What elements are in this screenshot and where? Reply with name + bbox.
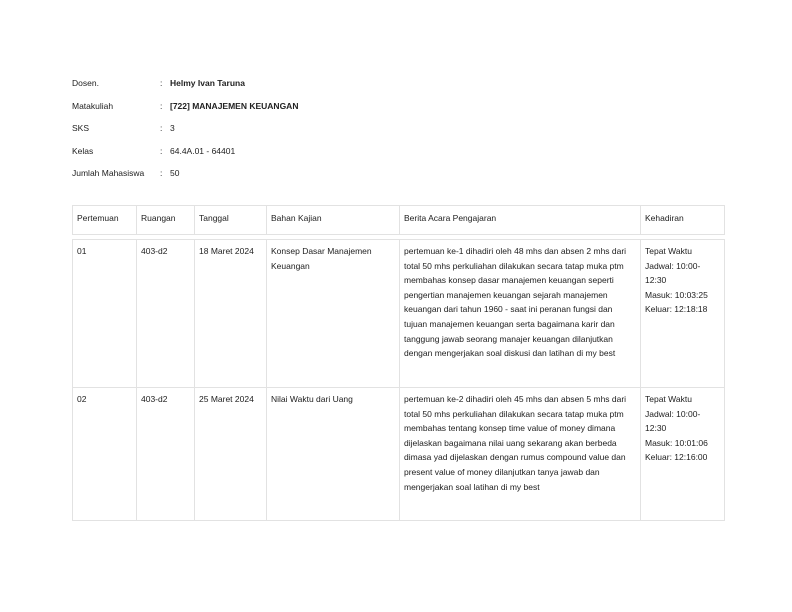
cell-pertemuan: 02 xyxy=(73,388,137,521)
attendance-status: Tepat Waktu xyxy=(645,394,692,404)
cell-tanggal: 25 Maret 2024 xyxy=(195,388,267,521)
cell-pertemuan: 01 xyxy=(73,240,137,388)
table-header-row xyxy=(73,206,725,235)
table-row xyxy=(73,240,725,388)
table-row xyxy=(73,388,725,521)
separator: : xyxy=(160,78,163,89)
attendance-in: Masuk: 10:01:06 xyxy=(645,437,708,448)
cell-berita-acara: pertemuan ke-1 dihadiri oleh 48 mhs dan absen 2 mhs dari total 50 mhs perkuliahan dilakukan secara tatap muka ptm membahas konsep dasar manajemen keuangan seperti pengertian manajemen keuangan sejarah manajemen keuangan dari tahun 1960 - saat ini peranan fungsi dan tujuan manajemen keuangan serta bagaimana karir dan tanggung jawab seorang manajer keuangan dilanjutkan dengan mengerjakan soal diskusi dan latihan di my best xyxy=(400,240,641,388)
dosen-label: Dosen. xyxy=(72,78,99,89)
attendance-in: Masuk: 10:03:25 xyxy=(645,289,708,300)
attendance-schedule: Jadwal: 10:00-12:30 xyxy=(645,260,701,286)
matakuliah-label: Matakuliah xyxy=(72,100,114,111)
attendance-schedule: Jadwal: 10:00-12:30 xyxy=(645,408,701,434)
cell-bahan-kajian: Konsep Dasar Manajemen Keuangan xyxy=(267,240,400,388)
kelas-value: 64.4A.01 - 64401 xyxy=(170,145,236,156)
jumlah-value: 50 xyxy=(170,168,180,179)
jumlah-label: Jumlah Mahasiswa xyxy=(72,168,145,179)
lecture-log-table xyxy=(72,205,725,521)
separator: : xyxy=(160,145,163,156)
course-info xyxy=(72,72,298,185)
cell-ruangan: 403-d2 xyxy=(137,240,195,388)
attendance-out: Keluar: 12:16:00 xyxy=(645,452,708,463)
cell-tanggal: 18 Maret 2024 xyxy=(195,240,267,388)
header-pertemuan: Pertemuan xyxy=(73,206,137,235)
header-bahan-kajian: Bahan Kajian xyxy=(267,206,400,235)
header-tanggal: Tanggal xyxy=(195,206,267,235)
cell-kehadiran xyxy=(641,240,725,388)
cell-ruangan: 403-d2 xyxy=(137,388,195,521)
attendance-out: Keluar: 12:18:18 xyxy=(645,304,708,315)
info-row-sks xyxy=(72,117,298,140)
header-kehadiran: Kehadiran xyxy=(641,206,725,235)
separator: : xyxy=(160,123,163,134)
cell-kehadiran xyxy=(641,388,725,521)
cell-berita-acara: pertemuan ke-2 dihadiri oleh 45 mhs dan absen 5 mhs dari total 50 mhs perkuliahan dilakukan secara tatap muka ptm membahas tentang konsep time value of money dimana dijelaskan bagaimana nilai uang sekarang akan berbeda dimasa yad dijelaskan dengan rumus compound value dan present value of money dilanjutkan tanya jawab dan mengerjakan soal latihan di my best xyxy=(400,388,641,521)
info-row-matakuliah xyxy=(72,95,298,118)
cell-bahan-kajian: Nilai Waktu dari Uang xyxy=(267,388,400,521)
matakuliah-value: [722] MANAJEMEN KEUANGAN xyxy=(170,100,299,111)
info-row-dosen xyxy=(72,72,298,95)
info-row-kelas xyxy=(72,140,298,163)
sks-label: SKS xyxy=(72,123,90,134)
separator: : xyxy=(160,100,163,111)
sks-value: 3 xyxy=(170,123,175,134)
header-berita-acara: Berita Acara Pengajaran xyxy=(400,206,641,235)
info-row-jumlah xyxy=(72,162,298,185)
header-ruangan: Ruangan xyxy=(137,206,195,235)
separator: : xyxy=(160,168,163,179)
attendance-status: Tepat Waktu xyxy=(645,246,692,256)
dosen-value: Helmy Ivan Taruna xyxy=(170,78,245,89)
kelas-label: Kelas xyxy=(72,145,94,156)
